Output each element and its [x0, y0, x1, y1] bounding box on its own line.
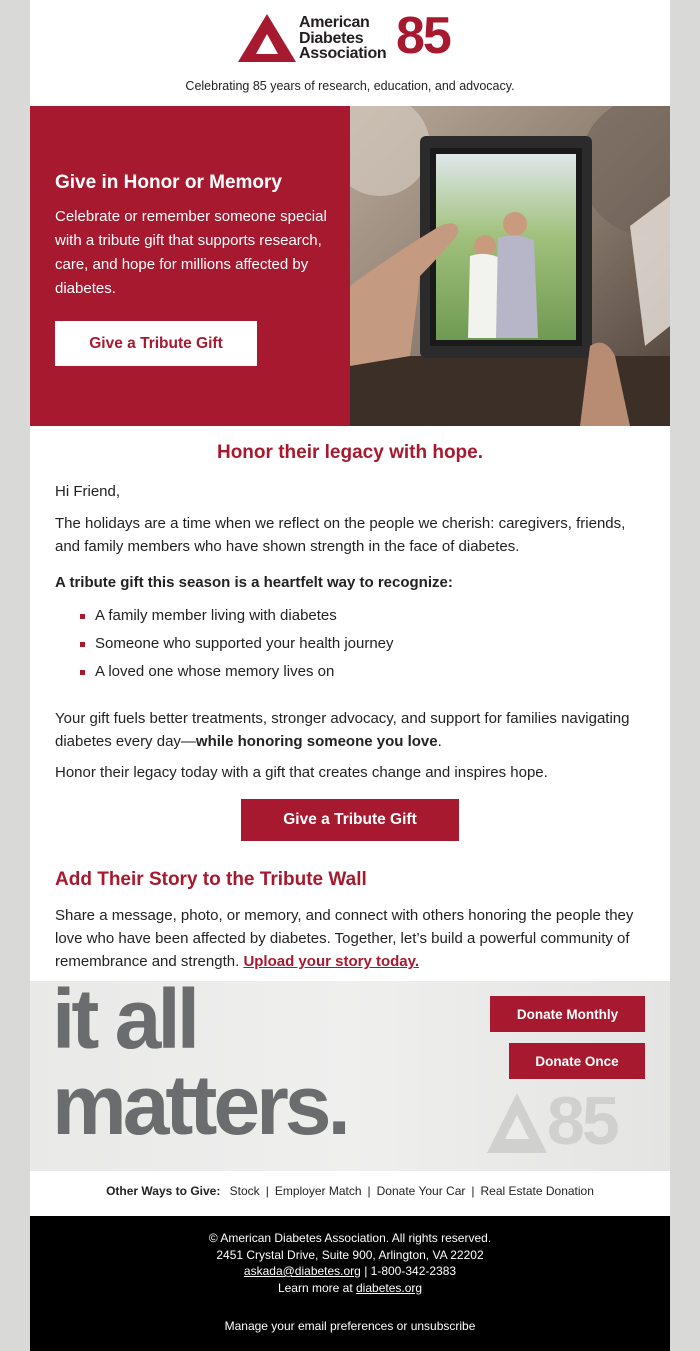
impact-bold: while honoring someone you love: [195, 733, 438, 750]
hero-tribute-gift-button[interactable]: Give a Tribute Gift: [55, 321, 257, 366]
closing-paragraph: Honor their legacy today with a gift that creates change and inspires hope.: [55, 764, 548, 781]
impact-paragraph: Your gift fuels better treatments, stronger advocacy, and support for families navigating diabetes every day—while honoring someone you love.: [55, 710, 630, 750]
link-donate-your-car[interactable]: Donate Your Car: [376, 1184, 466, 1198]
banner-85-number: 85: [547, 1083, 617, 1159]
ada-85-logo[interactable]: [238, 7, 468, 68]
banner-85-logo: [485, 1083, 645, 1164]
hero-title: Give in Honor or Memory: [55, 172, 282, 193]
hero-text-panel: [30, 106, 350, 426]
tagline: Celebrating 85 years of research, education, and advocacy.: [185, 79, 515, 93]
donate-once-button[interactable]: Donate Once: [509, 1043, 645, 1079]
donate-monthly-button[interactable]: Donate Monthly: [490, 996, 645, 1032]
hero-section: [30, 106, 670, 426]
photo-frame-couple-image[interactable]: [350, 106, 670, 426]
footer-contact: askada@diabetes.org | 1-800-342-2383: [243, 1264, 457, 1278]
tribute-wall-body: Share a message, photo, or memory, and connect with others honoring the people they love who have been affected by diabetes. Together, let’s build a powerful community of remembrance and strength. Upload your story today.: [55, 907, 634, 970]
list-item: A loved one whose memory lives on: [80, 658, 394, 686]
email-header: [30, 0, 670, 106]
footer-address: 2451 Crystal Drive, Suite 900, Arlington, VA 22202: [216, 1247, 484, 1262]
other-ways-label: Other Ways to Give:: [106, 1184, 221, 1198]
logo-wordmark: American Diabetes Association: [299, 14, 387, 62]
tribute-list: [80, 602, 394, 686]
list-heading: A tribute gift this season is a heartfelt way to recognize:: [55, 574, 453, 591]
main-tribute-gift-button[interactable]: Give a Tribute Gift: [241, 799, 459, 841]
banner-line2: matters.: [52, 1058, 347, 1152]
it-all-matters-banner: [30, 981, 670, 1171]
link-employer-match[interactable]: Employer Match: [274, 1184, 362, 1198]
footer-learn-more: Learn more at diabetes.org: [277, 1280, 423, 1295]
other-ways-to-give: Other Ways to Give: Stock | Employer Match | Donate Your Car | Real Estate Donation: [106, 1184, 594, 1198]
link-real-estate-donation[interactable]: Real Estate Donation: [480, 1184, 594, 1198]
footer: [30, 1216, 670, 1351]
hero-body: Celebrate or remember someone special with a tribute gift that supports research, care, and hope for millions affected by diabetes.: [55, 208, 327, 297]
ada-triangle-icon: [238, 14, 296, 62]
banner-line1: it all: [52, 981, 197, 1066]
greeting: Hi Friend,: [55, 483, 121, 500]
email-container: [30, 0, 670, 1351]
logo-85-number: 85: [396, 7, 450, 65]
intro-paragraph: The holidays are a time when we reflect on the people we cherish: caregivers, friends, and family members who have shown strength in the face of diabetes.: [55, 515, 626, 555]
footer-phone: 1-800-342-2383: [370, 1264, 457, 1278]
list-item: Someone who supported your health journey: [80, 630, 394, 658]
manage-preferences-link[interactable]: Manage your email preferences or unsubscribe: [224, 1319, 476, 1333]
list-item: A family member living with diabetes: [80, 602, 394, 630]
headline: Honor their legacy with hope.: [216, 442, 484, 463]
upload-story-link[interactable]: Upload your story today.: [243, 953, 420, 970]
footer-website-link[interactable]: diabetes.org: [356, 1280, 423, 1295]
footer-email-link[interactable]: askada@diabetes.org: [243, 1264, 361, 1278]
tribute-wall-title: Add Their Story to the Tribute Wall: [55, 869, 367, 890]
footer-copyright: © American Diabetes Association. All rights reserved.: [208, 1231, 492, 1245]
hero-photo-illustration: [350, 106, 670, 426]
link-stock[interactable]: Stock: [229, 1184, 260, 1198]
